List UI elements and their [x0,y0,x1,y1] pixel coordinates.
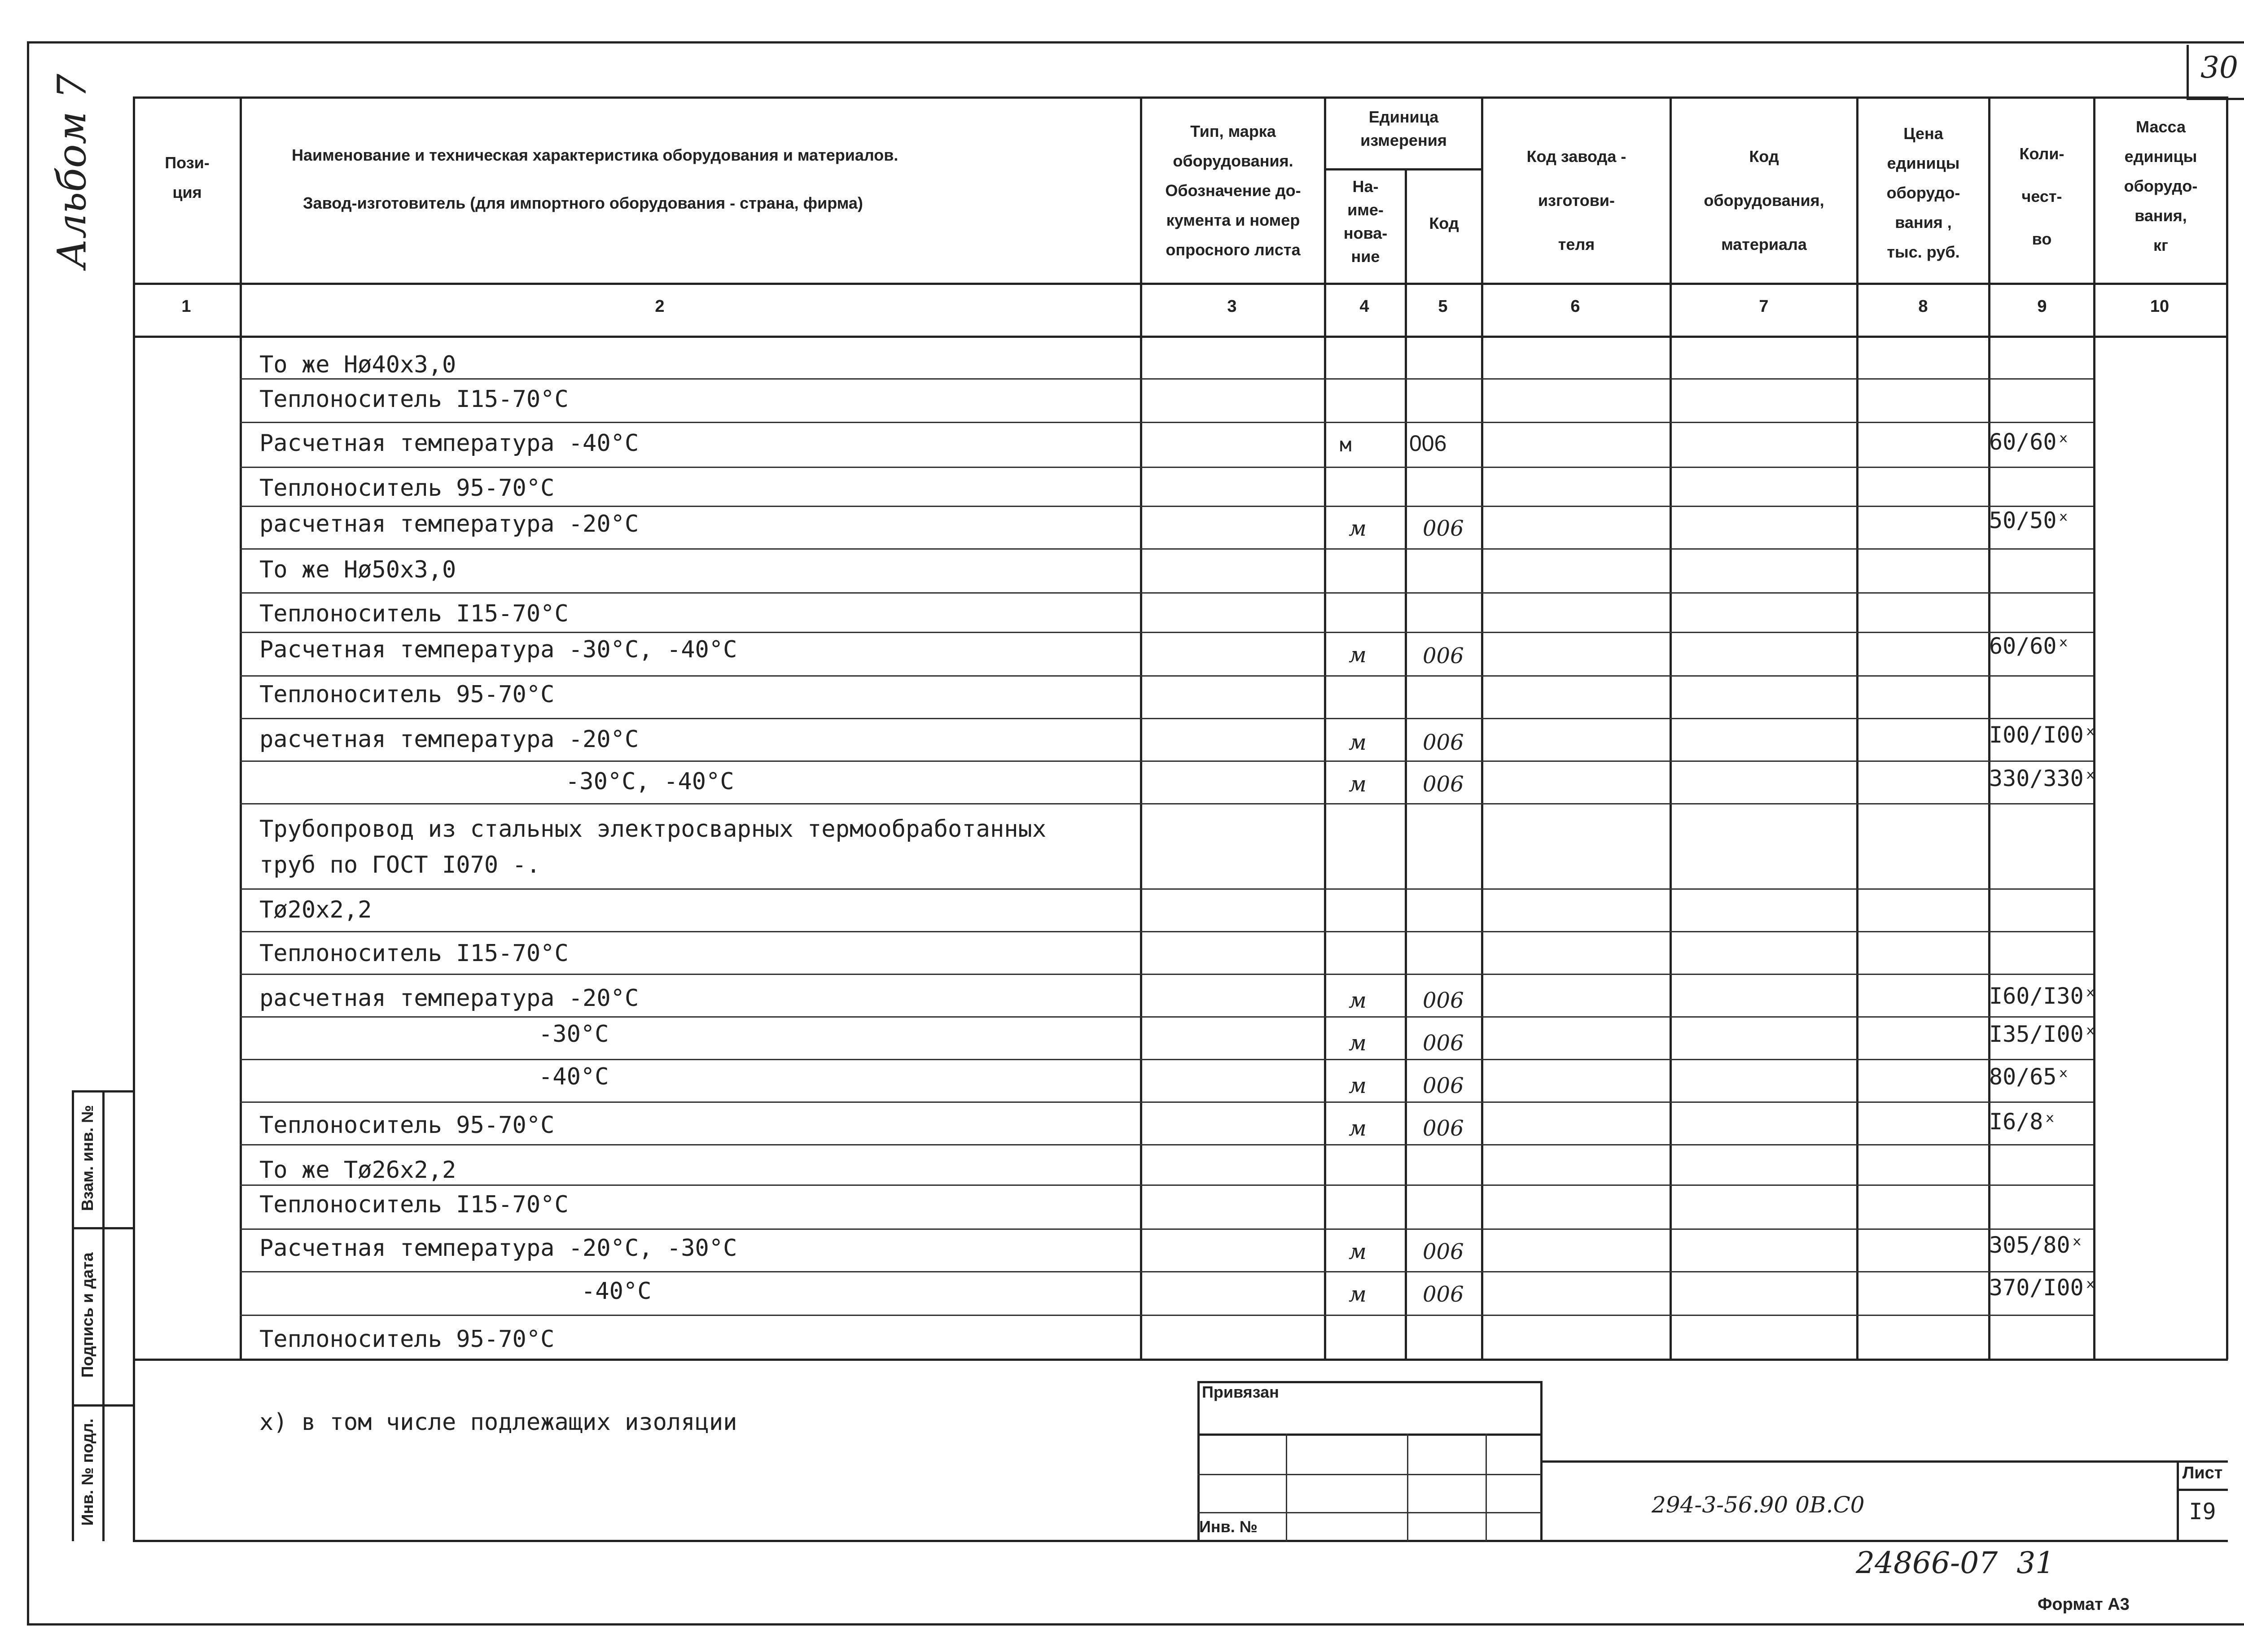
column-number: 7 [1759,297,1769,316]
row-quantity: I60/I30ˣ [1989,983,2097,1009]
column-number: 10 [2150,297,2169,316]
row-code: 006 [1423,772,1464,797]
format-label: Формат А3 [2038,1595,2130,1614]
header-name-line2: Завод-изготовитель (для импортного оборудования - страна, фирма) [303,194,863,212]
row-text: Теплоноситель 95-70°С [259,681,555,708]
row-code: 006 [1423,730,1464,755]
header-mass: Масса единицы оборудо- вания, кг [2124,118,2198,254]
row-text: Расчетная температура -30°С, -40°С [259,636,737,663]
row-code: 006 [1423,1282,1464,1307]
row-text: -40°С [539,1063,609,1090]
row-text: труб по ГОСТ I070 -. [259,852,541,878]
row-text: расчетная температура -20°С [259,511,639,538]
row-quantity: 305/80ˣ [1989,1232,2084,1258]
row-quantity: 370/I00ˣ [1989,1275,2097,1301]
row-quantity: I00/I00ˣ [1989,722,2097,748]
row-code: 006 [1423,643,1464,669]
row-unit: м [1349,772,1367,797]
row-text: Трубопровод из стальных электросварных термообработанных [259,816,1047,843]
row-unit: м [1349,516,1367,541]
row-code: 006 [1423,1239,1464,1264]
archive-number: 24866-07 31 [1856,1546,2055,1580]
document-code: 294-3-56.90 0В.С0 [1652,1492,1865,1518]
row-unit: м [1349,642,1367,668]
row-quantity: I6/8ˣ [1989,1109,2057,1135]
row-text: -40°С [581,1278,652,1305]
header-unit-code: Код [1429,214,1459,232]
stamp-inv-label: Инв. № [1199,1517,1258,1536]
sheet-corner-number: 30 [2200,50,2238,85]
row-text: Расчетная температура -20°С, -30°С [259,1235,737,1262]
column-number: 4 [1359,297,1369,316]
header-type: Тип, марка оборудования. Обозначение до- кумента и номер опросного листа [1165,122,1301,259]
row-quantity: 330/330ˣ [1989,765,2097,791]
row-text: Теплоноситель I15-70°С [259,940,569,967]
row-text: Расчетная температура -40°С [259,430,639,457]
row-unit: м [1340,433,1352,456]
frame-top [27,41,2244,44]
side-inv-podl: Инв. № подл. [78,1418,96,1526]
column-number: 8 [1918,297,1928,316]
row-text: Теплоноситель 95-70°С [259,1326,555,1353]
row-quantity: I35/I00ˣ [1989,1021,2097,1047]
row-text: Теплоноситель I15-70°С [259,1191,569,1218]
column-number: 2 [655,297,665,316]
row-code: 006 [1423,1073,1464,1098]
column-number: 3 [1227,297,1237,316]
header-unit-group: Единица измерения [1360,108,1447,149]
frame-left [27,41,29,1624]
row-unit: м [1349,730,1367,755]
sheet-number: I9 [2189,1499,2216,1525]
row-code: 006 [1409,431,1447,456]
row-quantity: 60/60ˣ [1989,429,2070,455]
row-text: Теплоноситель I15-70°С [259,386,569,413]
column-number: 5 [1438,297,1448,316]
side-vzam-inv: Взам. инв. № [78,1105,96,1211]
row-text: То же Нø40х3,0 [259,351,456,378]
header-quantity: Коли- чест- во [2019,144,2064,248]
stamp-linked-label: Привязан [1202,1383,1279,1401]
row-unit: м [1349,1031,1367,1056]
row-unit: м [1349,1282,1367,1307]
row-text: -30°С, -40°С [565,768,734,795]
header-equipment-code: Код оборудования, материала [1704,147,1824,253]
album-label: Альбом 7 [48,74,95,269]
row-text: -30°С [539,1021,609,1048]
row-text: расчетная температура -20°С [259,985,639,1012]
row-code: 006 [1423,516,1464,541]
header-plant-code: Код завода - изготови- теля [1526,147,1626,253]
row-text: Теплоноситель I15-70°С [259,600,569,627]
footnote: х) в том числе подлежащих изоляции [259,1409,737,1436]
row-unit: м [1349,1116,1367,1141]
row-quantity: 60/60ˣ [1989,633,2070,659]
row-code: 006 [1423,988,1464,1013]
row-quantity: 80/65ˣ [1989,1064,2070,1090]
header-unit-name: На- име- нова- ние [1343,177,1388,266]
row-unit: м [1349,1073,1367,1098]
header-position: Пози- ция [165,153,210,201]
row-quantity: 50/50ˣ [1989,507,2070,533]
row-text: расчетная температура -20°С [259,726,639,753]
row-unit: м [1349,988,1367,1013]
header-price: Цена единицы оборудо- вания , тыс. руб. [1886,124,1960,261]
column-number: 9 [2037,297,2047,316]
row-text: Теплоноситель 95-70°С [259,475,555,502]
row-code: 006 [1423,1116,1464,1141]
column-number: 1 [181,297,191,316]
row-unit: м [1349,1239,1367,1264]
row-text: То же Нø50х3,0 [259,556,456,583]
row-code: 006 [1423,1031,1464,1056]
sheet-label: Лист [2182,1464,2223,1482]
row-text: Теплоноситель 95-70°С [259,1112,555,1139]
row-text: Тø20х2,2 [259,896,372,923]
column-number: 6 [1570,297,1580,316]
frame-bottom [27,1623,2244,1626]
side-podpis-data: Подпись и дата [78,1252,96,1378]
row-text: То же Тø26х2,2 [259,1157,456,1184]
header-name-line1: Наименование и техническая характеристика оборудования и материалов. [292,146,898,164]
